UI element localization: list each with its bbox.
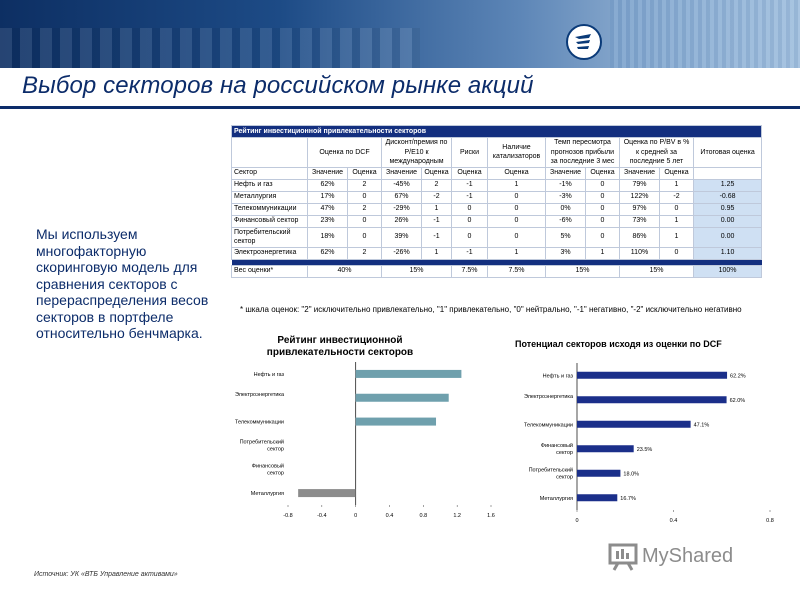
- table-subheader: Значение: [620, 167, 660, 179]
- table-cell-sector: Потребительский сектор: [232, 227, 308, 247]
- tick-label: 0.4: [669, 518, 678, 524]
- table-cell-pbv-val: 122%: [620, 191, 660, 203]
- table-cell-risk: 0: [452, 215, 488, 227]
- chart-title-rating: Рейтинг инвестиционной привлекательности секторов: [266, 335, 414, 358]
- table-subheader: Значение: [382, 167, 422, 179]
- weight-dcf: 40%: [308, 265, 382, 277]
- table-cell-rev-score: 1: [586, 247, 620, 259]
- category-label: Электроэнергетика: [523, 393, 573, 400]
- tick-label: -0.8: [283, 513, 293, 519]
- table-group-header: Наличие катализаторов: [488, 138, 546, 168]
- table-cell-risk: 0: [452, 227, 488, 247]
- table-subheader-total: [694, 167, 762, 179]
- weight-pe: 15%: [382, 265, 452, 277]
- table-group-header: Оценка по DCF: [308, 138, 382, 168]
- table-cell-total: 1.10: [694, 247, 762, 259]
- tick-label: 0.8: [419, 513, 428, 519]
- table-cell-pbv-score: 1: [660, 179, 694, 191]
- category-label: Электроэнергетика: [234, 391, 284, 398]
- category-label: Потребительский сектор: [528, 467, 573, 481]
- table-cell-rev-score: 0: [586, 227, 620, 247]
- table-cell-total: 0.00: [694, 227, 762, 247]
- table-cell-pbv-val: 97%: [620, 203, 660, 215]
- table-cell-dcf-val: 62%: [308, 179, 348, 191]
- table-subheader: Значение: [308, 167, 348, 179]
- weight-label: Вес оценки*: [232, 265, 308, 277]
- table-cell-rev-val: 3%: [546, 247, 586, 259]
- table-cell-pe-score: -1: [422, 215, 452, 227]
- table-group-header: Дисконт/премия по P/E10 к международным: [382, 138, 452, 168]
- table-cell-pbv-val: 79%: [620, 179, 660, 191]
- data-label: 47.1%: [693, 422, 710, 429]
- table-cell-rev-val: 0%: [546, 203, 586, 215]
- table-subheader: Оценка: [488, 167, 546, 179]
- weight-total: 100%: [694, 265, 762, 277]
- dcf-chart: [500, 355, 790, 530]
- table-cell-sector: Нефть и газ: [232, 179, 308, 191]
- table-cell-dcf-val: 23%: [308, 215, 348, 227]
- watermark-text: MyShared: [642, 544, 734, 567]
- table-cell-rev-val: -1%: [546, 179, 586, 191]
- table-cell-pbv-val: 110%: [620, 247, 660, 259]
- table-cell-dcf-val: 62%: [308, 247, 348, 259]
- data-label: 62.2%: [730, 373, 746, 380]
- tick-label: -0.4: [317, 513, 327, 519]
- bar: [577, 396, 727, 403]
- rating-chart: [228, 360, 503, 525]
- table-cell-cat: 0: [488, 227, 546, 247]
- table-cell-pe-val: -26%: [382, 247, 422, 259]
- table-cell-risk: -1: [452, 247, 488, 259]
- bar: [577, 445, 634, 452]
- table-cell-cat: 1: [488, 179, 546, 191]
- data-label: 16.7%: [620, 495, 636, 502]
- tick-label: 0.8: [766, 518, 774, 524]
- tower-decoration: [610, 0, 800, 68]
- table-cell-pbv-score: -2: [660, 191, 694, 203]
- weight-pbv: 15%: [620, 265, 694, 277]
- table-cell-pe-val: 26%: [382, 215, 422, 227]
- table-cell-pbv-score: 1: [660, 227, 694, 247]
- tick-label: 0.4: [385, 513, 394, 519]
- table-subheader: Оценка: [452, 167, 488, 179]
- table-group-empty: [232, 138, 308, 168]
- table-cell-cat: 0: [488, 191, 546, 203]
- table-row: [232, 191, 762, 203]
- tick-label: 1.6: [487, 513, 495, 519]
- bar: [356, 418, 436, 426]
- table-group-header: Темп пересмотра прогнозов прибыли за последние 3 мес: [546, 138, 620, 168]
- table-cell-rev-val: -6%: [546, 215, 586, 227]
- table-cell-dcf-score: 0: [348, 191, 382, 203]
- table-row: [232, 203, 762, 215]
- table-cell-pe-val: 39%: [382, 227, 422, 247]
- presentation-icon: [608, 541, 638, 571]
- watermark: [608, 538, 768, 574]
- table-group-header: Итоговая оценка: [694, 138, 762, 168]
- table-cell-dcf-score: 2: [348, 247, 382, 259]
- category-label: Нефть и газ: [253, 371, 284, 378]
- table-cell-cat: 0: [488, 215, 546, 227]
- data-label: 62.0%: [729, 397, 746, 404]
- table-cell-rev-score: 0: [586, 191, 620, 203]
- header-banner: [0, 0, 800, 68]
- category-label: Нефть и газ: [542, 373, 573, 380]
- rating-table: [231, 125, 762, 278]
- bar: [577, 372, 727, 379]
- table-row: [232, 179, 762, 191]
- table-cell-dcf-score: 2: [348, 179, 382, 191]
- table-cell-dcf-val: 18%: [308, 227, 348, 247]
- data-label: 23.5%: [636, 446, 653, 453]
- title-rule: [0, 106, 800, 109]
- table-cell-total: 1.25: [694, 179, 762, 191]
- table-subheader: Оценка: [422, 167, 452, 179]
- table-subheader: Сектор: [232, 167, 308, 179]
- table-cell-sector: Электроэнергетика: [232, 247, 308, 259]
- table-title: Рейтинг инвестиционной привлекательности секторов: [232, 126, 762, 138]
- table-group-header: Риски: [452, 138, 488, 168]
- table-subheader: Оценка: [348, 167, 382, 179]
- table-cell-sector: Финансовый сектор: [232, 215, 308, 227]
- table-cell-dcf-score: 0: [348, 227, 382, 247]
- table-cell-pe-score: 2: [422, 179, 452, 191]
- table-cell-pbv-val: 86%: [620, 227, 660, 247]
- table-cell-rev-val: -3%: [546, 191, 586, 203]
- category-label: Телекоммуникации: [523, 422, 573, 429]
- table-row: [232, 215, 762, 227]
- skyline-decoration: [0, 28, 420, 68]
- table-subheader: Оценка: [586, 167, 620, 179]
- table-cell-sector: Металлургия: [232, 191, 308, 203]
- bar: [577, 421, 691, 428]
- table-cell-pe-score: -1: [422, 227, 452, 247]
- table-cell-pe-val: 67%: [382, 191, 422, 203]
- table-row: [232, 227, 762, 247]
- table-cell-total: 0.00: [694, 215, 762, 227]
- weight-rev: 15%: [546, 265, 620, 277]
- table-cell-pbv-score: 1: [660, 215, 694, 227]
- table-cell-risk: -1: [452, 179, 488, 191]
- table-cell-cat: 1: [488, 247, 546, 259]
- table-cell-risk: -1: [452, 191, 488, 203]
- table-cell-dcf-score: 0: [348, 215, 382, 227]
- table-cell-cat: 0: [488, 203, 546, 215]
- data-label: 18.0%: [623, 471, 640, 478]
- table-cell-sector: Телекоммуникации: [232, 203, 308, 215]
- table-row: [232, 247, 762, 259]
- footnote: * шкала оценок: "2" исключительно привлекательно, "1" привлекательно, "0" нейтрально, "-1" негативно, "-2" исключительно негативно: [240, 305, 742, 314]
- table-subheader: Оценка: [660, 167, 694, 179]
- tick-label: 0: [354, 513, 358, 519]
- intro-text: Мы используем многофакторную скоринговую модель для сравнения секторов с перераспределения весов секторов в портфеле относительно бенчмарка.: [36, 226, 209, 341]
- table-cell-rev-score: 0: [586, 215, 620, 227]
- table-cell-risk: 0: [452, 203, 488, 215]
- table-cell-pbv-val: 73%: [620, 215, 660, 227]
- table-cell-dcf-val: 17%: [308, 191, 348, 203]
- table-group-header: Оценка по P/BV в % к средней за последние 5 лет: [620, 138, 694, 168]
- table-cell-pe-val: -29%: [382, 203, 422, 215]
- table-cell-rev-val: 5%: [546, 227, 586, 247]
- chart-title-dcf: Потенциал секторов исходя из оценки по DCF: [515, 339, 722, 349]
- table-subheader: Значение: [546, 167, 586, 179]
- bar: [298, 489, 356, 497]
- category-label: Финансовый сектор: [251, 463, 284, 477]
- category-label: Потребительский сектор: [239, 439, 284, 453]
- tick-label: 1.2: [453, 513, 461, 519]
- table-cell-dcf-score: 2: [348, 203, 382, 215]
- category-label: Телекоммуникации: [234, 419, 284, 426]
- category-label: Финансовый сектор: [540, 442, 573, 456]
- bar: [577, 494, 617, 501]
- weight-cat: 7.5%: [488, 265, 546, 277]
- category-label: Металлургия: [250, 491, 284, 498]
- bank-logo-icon: [566, 24, 602, 60]
- table-cell-total: 0.95: [694, 203, 762, 215]
- table-cell-dcf-val: 47%: [308, 203, 348, 215]
- table-cell-total: -0.68: [694, 191, 762, 203]
- table-cell-rev-score: 0: [586, 203, 620, 215]
- category-label: Металлургия: [539, 495, 573, 502]
- tick-label: 0: [575, 518, 579, 524]
- table-cell-pbv-score: 0: [660, 203, 694, 215]
- table-cell-pe-score: 1: [422, 247, 452, 259]
- bar: [356, 370, 462, 378]
- bar: [577, 470, 620, 477]
- weight-risk: 7.5%: [452, 265, 488, 277]
- table-cell-pe-score: -2: [422, 191, 452, 203]
- source-note: Источник: УК «ВТБ Управление активами»: [34, 571, 178, 578]
- bar: [356, 394, 449, 402]
- table-cell-pbv-score: 0: [660, 247, 694, 259]
- table-cell-pe-score: 1: [422, 203, 452, 215]
- page-title: Выбор секторов на российском рынке акций: [22, 72, 534, 99]
- table-cell-pe-val: -45%: [382, 179, 422, 191]
- table-cell-rev-score: 0: [586, 179, 620, 191]
